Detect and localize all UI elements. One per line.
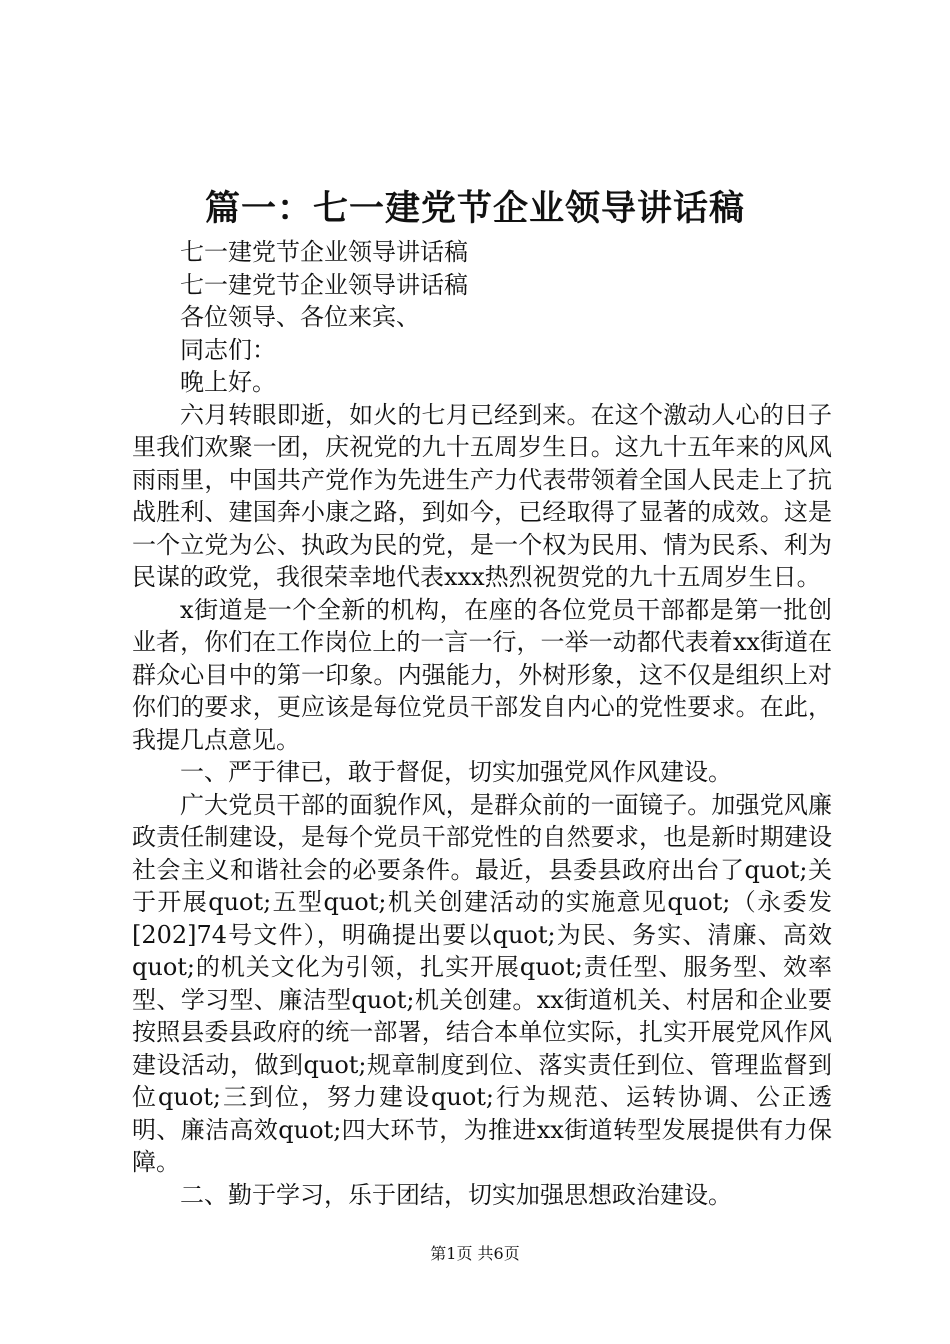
subtitle-line-repeat: 七一建党节企业领导讲话稿 — [180, 270, 468, 299]
section-heading-two: 二、勤于学习，乐于团结，切实加强思想政治建设。 — [180, 1180, 732, 1209]
salutation-comrades: 同志们： — [180, 335, 276, 364]
salutation-guests: 各位领导、各位来宾、 — [180, 303, 420, 331]
subtitle-line: 七一建党节企业领导讲话稿 — [180, 238, 468, 266]
document-title: 篇一：七一建党节企业领导讲话稿 — [204, 188, 745, 229]
page-footer: 第1页 共6页 — [430, 1244, 520, 1263]
paragraph-intro: 六月转眼即逝，如火的七月已经到来。在这个激动人心的日子里我们欢聚一团，庆祝党的九十五周岁生日。这九十五年来的风风雨雨里，中国共产党作为先进生产力代表带领着全国人民走上了抗战胜利、建国奔小康之路，到如今，已经取得了显著的成效。这是一个立党为公、执政为民的党，是一个权为民用、情为民系、利为民谋的政党，我很荣幸地代表xxx热烈祝贺党的九十五周岁生日。 — [132, 400, 832, 591]
paragraph-street: x街道是一个全新的机构，在座的各位党员干部都是第一批创业者，你们在工作岗位上的一言一行，一举一动都代表着xx街道在群众心目中的第一印象。内强能力，外树形象，这不仅是组织上对你们的要求，更应该是每位党员干部发自内心的党性要求。在此，我提几点意见。 — [132, 595, 832, 754]
document-body — [132, 236, 832, 1211]
section-heading-one: 一、严于律已，敢于督促，切实加强党风作风建设。 — [180, 758, 732, 786]
greeting-line: 晚上好。 — [180, 368, 276, 396]
paragraph-party-style: 广大党员干部的面貌作风，是群众前的一面镜子。加强党风廉政责任制建设，是每个党员干部党性的自然要求，也是新时期建设社会主义和谐社会的必要条件。最近，县委县政府出台了quot;关于开展quot;五型quot;机关创建活动的实施意见quot;（永委发[202]74号文件），明确提出要以quot;为民、务实、清廉、高效quot;的机关文化为引领，扎实开展quot;责任型、服务型、效率型、学习型、廉洁型quot;机关创建。xx街道机关、村居和企业要按照县委县政府的统一部署，结合本单位实际，扎实开展党风作风建设活动，做到quot;规章制度到位、落实责任到位、管理监督到位quot;三到位，努力建设quot;行为规范、运转协调、公正透明、廉洁高效quot;四大环节，为推进xx街道转型发展提供有力保障。 — [132, 790, 832, 1176]
